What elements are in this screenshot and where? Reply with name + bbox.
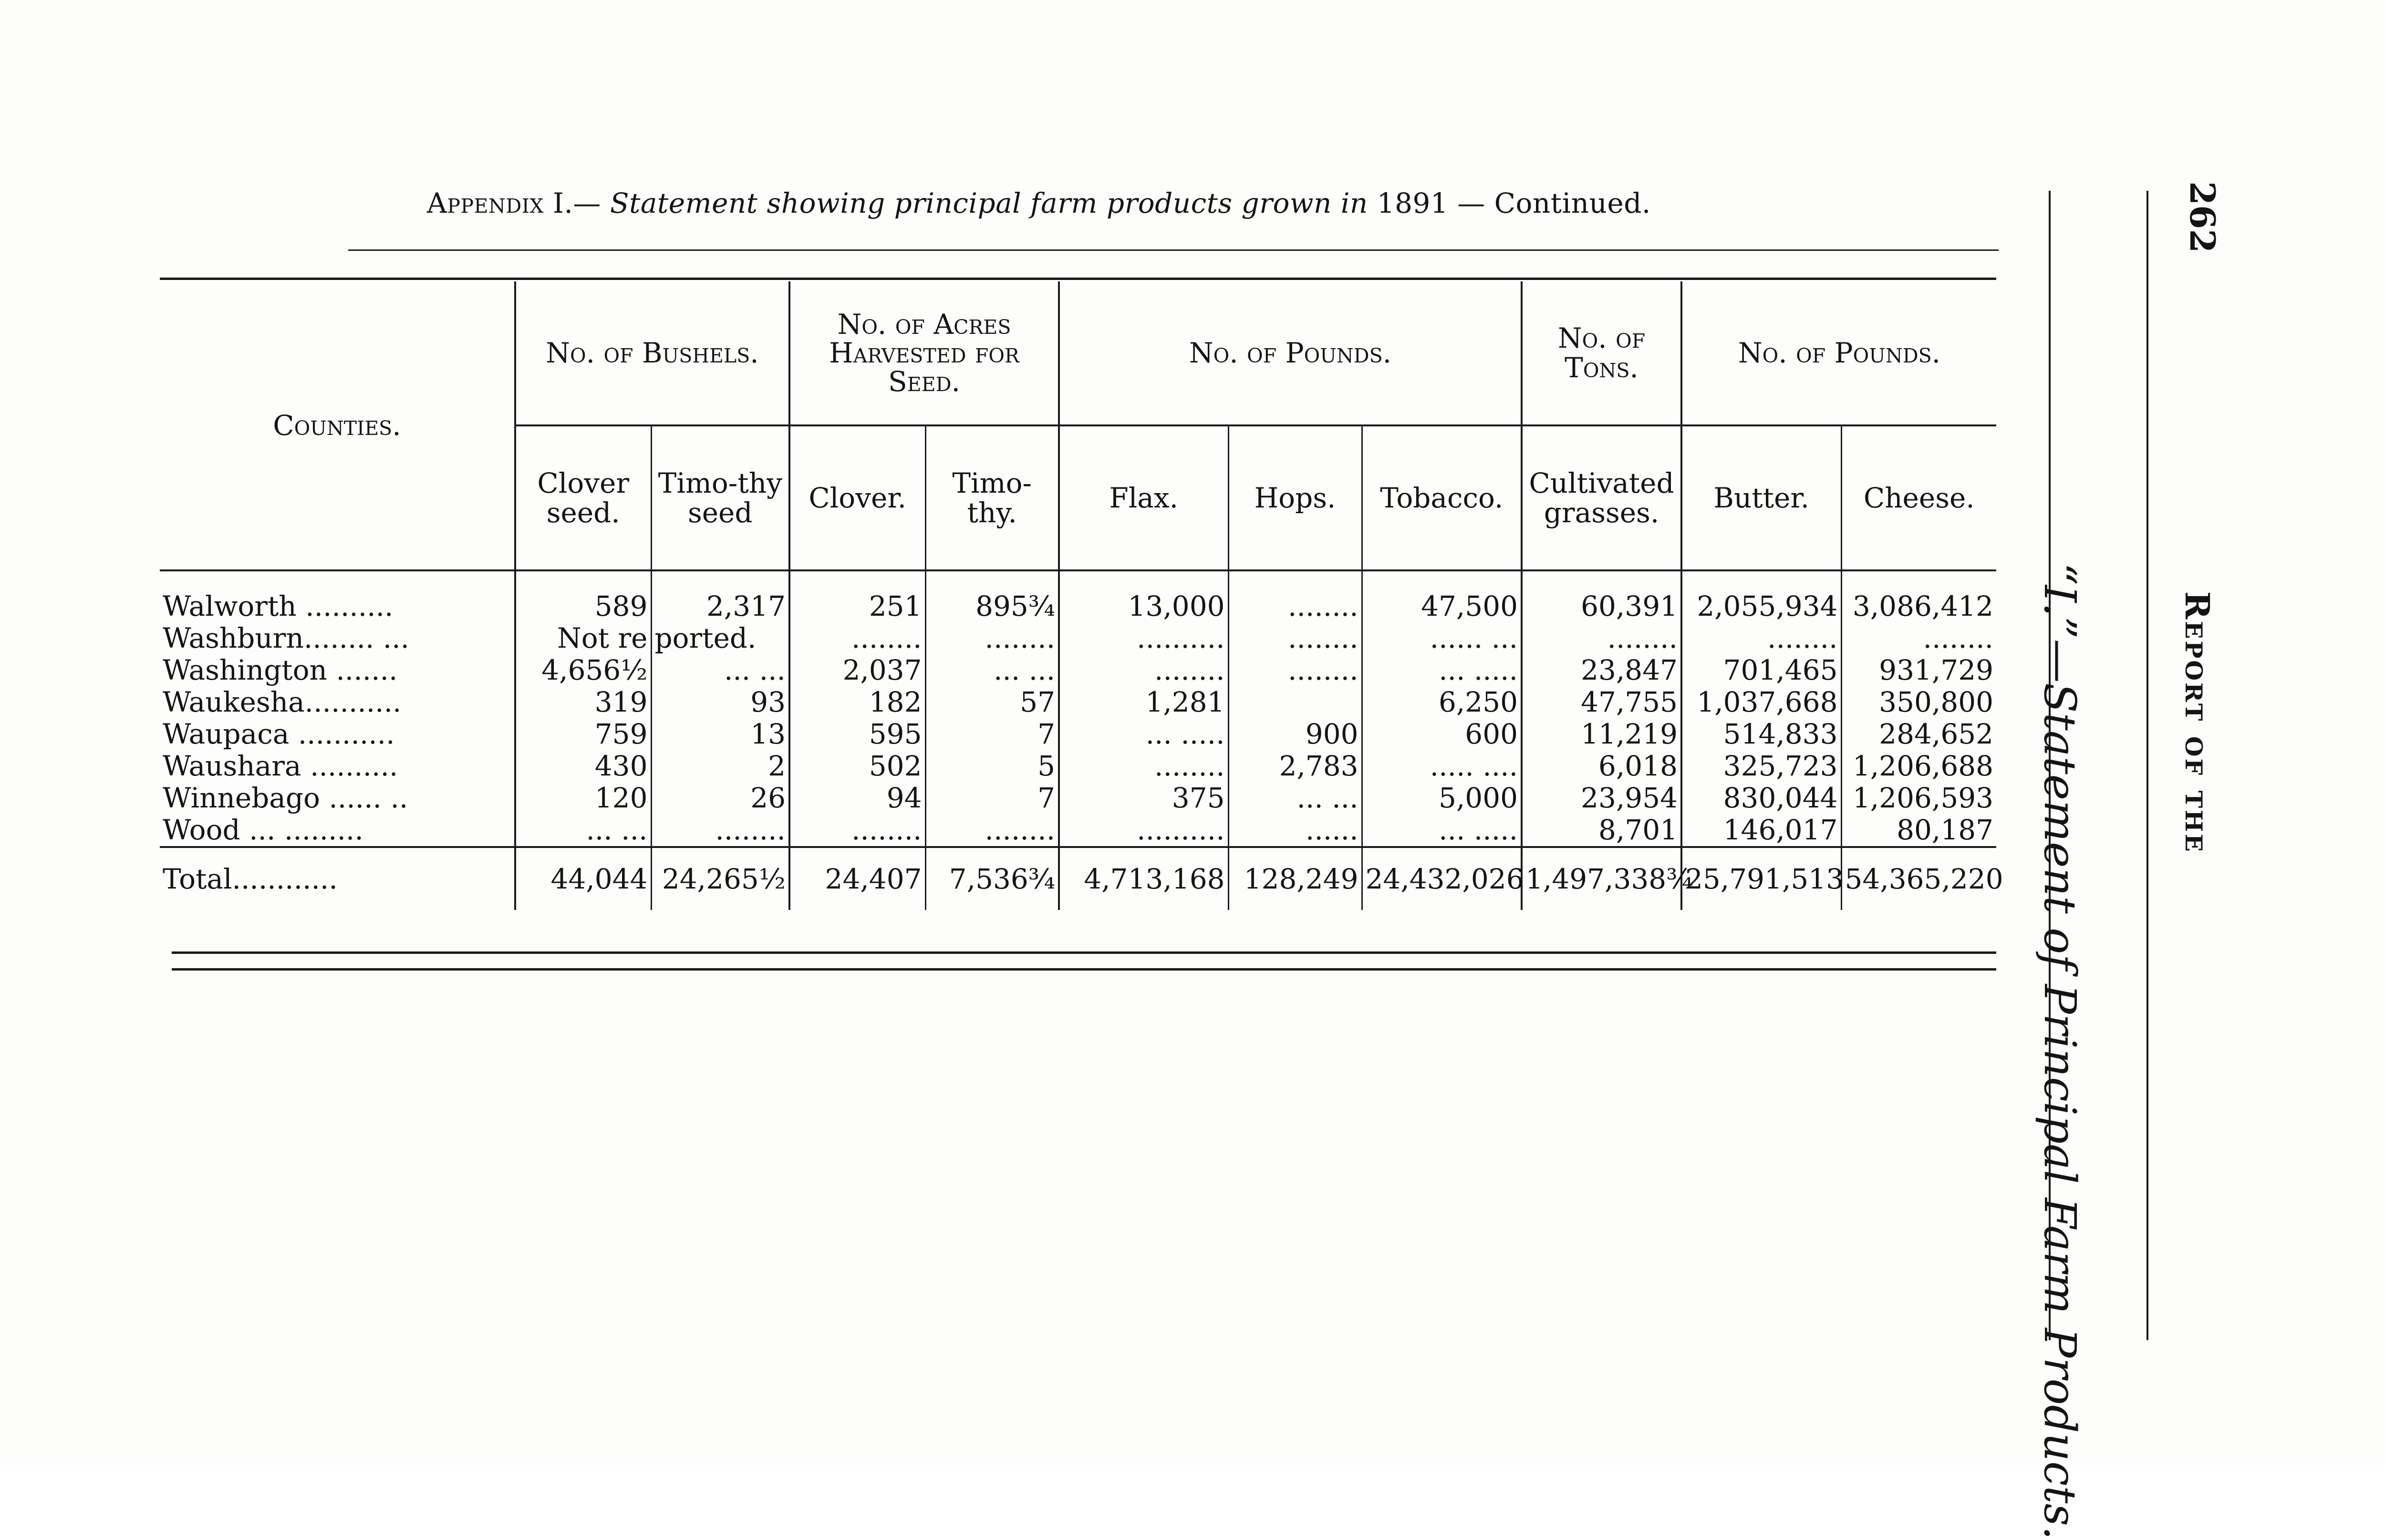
cell: ........ xyxy=(789,814,925,847)
counties-header xyxy=(160,281,515,570)
top-rule-1 xyxy=(348,249,1999,251)
total-cell: 54,365,220 xyxy=(1841,847,1996,910)
col-timothy-acres: Timo-thy. xyxy=(925,425,1059,570)
cell: 430 xyxy=(515,750,651,782)
cell: ...... xyxy=(1228,814,1362,847)
group-pounds-dairy-header: No. of Pounds. xyxy=(1681,281,1996,425)
side-rule-right xyxy=(2146,191,2148,1340)
col-clover-acres: Clover. xyxy=(789,425,925,570)
cell: 26 xyxy=(651,782,789,814)
total-cell: 24,432,026 xyxy=(1362,847,1522,910)
cell: 1,037,668 xyxy=(1681,686,1841,718)
title-italic: Statement showing principal farm products grown in xyxy=(610,187,1368,219)
cell: 1,206,593 xyxy=(1852,782,1994,814)
cell: 8,701 xyxy=(1522,814,1681,847)
col-cultivated-grasses: Cultivated grasses. xyxy=(1522,425,1681,570)
cell: 182 xyxy=(789,686,925,718)
cell: ... ... xyxy=(651,654,789,686)
cell: 23,954 xyxy=(1522,782,1681,814)
title-prefix: Appendix I.— xyxy=(427,187,601,219)
cell: 94 xyxy=(789,782,925,814)
cell: ........ xyxy=(1681,622,1841,654)
cell: ........ xyxy=(1059,750,1228,782)
cell: 1,281 xyxy=(1059,686,1228,718)
cell: ........ xyxy=(1228,622,1362,654)
total-cell: 24,407 xyxy=(789,847,925,910)
cell: 2,317 xyxy=(651,590,789,622)
col-flax: Flax. xyxy=(1059,425,1228,570)
cell: ported. xyxy=(651,622,789,654)
table-row xyxy=(160,654,1996,686)
cell: 2,783 xyxy=(1228,750,1362,782)
col-cheese: Cheese. xyxy=(1863,482,1975,514)
total-cell: 1,497,338¾ xyxy=(1522,847,1681,910)
cell: 284,652 xyxy=(1879,718,1994,750)
cell: 895¾ xyxy=(925,590,1059,622)
cell: 11,219 xyxy=(1522,718,1681,750)
cell: ........ xyxy=(789,622,925,654)
total-row xyxy=(160,847,1996,910)
farm-products-table xyxy=(160,281,2003,910)
table-row xyxy=(160,686,1996,718)
title-suffix: — Continued. xyxy=(1457,187,1651,219)
cell: .......... xyxy=(1059,622,1228,654)
cell: 701,465 xyxy=(1681,654,1841,686)
header-rule-row xyxy=(160,570,1996,590)
cell: Not re xyxy=(515,622,651,654)
cell: 7 xyxy=(925,782,1059,814)
cell: 1,206,688 xyxy=(1852,750,1994,782)
cell: 4,656½ xyxy=(515,654,651,686)
cell: ... ... xyxy=(925,654,1059,686)
cell: 2,037 xyxy=(789,654,925,686)
title-year: 1891 xyxy=(1377,187,1449,219)
total-cell: 7,536¾ xyxy=(925,847,1059,910)
cell: 5,000 xyxy=(1362,782,1522,814)
cell: 120 xyxy=(515,782,651,814)
side-title: “I.”—Statement of Principal Farm Products. xyxy=(2034,563,2085,1540)
cell: 589 xyxy=(515,590,651,622)
county-name: Waushara .......... xyxy=(160,750,515,782)
group-tons-header: No. of Tons. xyxy=(1522,281,1681,425)
cell: 759 xyxy=(515,718,651,750)
cell: 2,055,934 xyxy=(1681,590,1841,622)
col-hops: Hops. xyxy=(1228,425,1362,570)
page-number: 262 xyxy=(2182,181,2223,253)
county-name: Waukesha........... xyxy=(160,686,515,718)
cell: 830,044 xyxy=(1681,782,1841,814)
group-bushels-header: No. of Bushels. xyxy=(515,281,789,425)
cell: ... ..... xyxy=(1362,814,1522,847)
county-name: Winnebago ...... .. xyxy=(160,782,515,814)
page-title xyxy=(427,187,1651,219)
bottom-rule-1 xyxy=(172,951,1996,954)
cell: 6,250 xyxy=(1362,686,1522,718)
group-acres-header: No. of Acres Harvested for Seed. xyxy=(789,281,1059,425)
cell: ........ xyxy=(1228,654,1362,686)
cell: ........ xyxy=(1923,622,1994,654)
cell: 3,086,412 xyxy=(1852,590,1994,622)
cell: 5 xyxy=(925,750,1059,782)
cell: 13 xyxy=(651,718,789,750)
bottom-rule-2 xyxy=(172,968,1996,971)
table-row xyxy=(160,782,1996,814)
cell: 595 xyxy=(789,718,925,750)
top-rule-2 xyxy=(160,278,1996,280)
cell: 350,800 xyxy=(1879,686,1994,718)
cell: 47,755 xyxy=(1522,686,1681,718)
county-name: Washington ....... xyxy=(160,654,515,686)
cell: 325,723 xyxy=(1681,750,1841,782)
side-report-heading: Report of the xyxy=(2178,591,2217,854)
cell: ... ... xyxy=(1228,782,1362,814)
cell: 47,500 xyxy=(1362,590,1522,622)
cell: 375 xyxy=(1059,782,1228,814)
total-cell: 44,044 xyxy=(515,847,651,910)
cell: ........ xyxy=(1059,654,1228,686)
county-name: Waupaca ........... xyxy=(160,718,515,750)
table-row xyxy=(160,622,1996,654)
cell: ........ xyxy=(1522,622,1681,654)
total-cell: 4,713,168 xyxy=(1059,847,1228,910)
col-tobacco: Tobacco. xyxy=(1362,425,1522,570)
cell: 23,847 xyxy=(1522,654,1681,686)
cell: 514,833 xyxy=(1681,718,1841,750)
cell xyxy=(1228,686,1362,718)
cell: 7 xyxy=(925,718,1059,750)
cell: ........ xyxy=(925,622,1059,654)
cell: 900 xyxy=(1228,718,1362,750)
group-pounds-header: No. of Pounds. xyxy=(1059,281,1522,425)
total-cell: 25,791,513 xyxy=(1681,847,1841,910)
cell: 319 xyxy=(515,686,651,718)
cell: ...... ... xyxy=(1362,622,1522,654)
county-name: Walworth .......... xyxy=(160,590,515,622)
cell: ... ..... xyxy=(1059,718,1228,750)
col-clover-seed: Clover seed. xyxy=(515,425,651,570)
cell: ........ xyxy=(925,814,1059,847)
cell: 80,187 xyxy=(1897,814,1994,846)
counties-header-label: Counties. xyxy=(273,409,401,442)
cell: 2 xyxy=(651,750,789,782)
col-butter: Butter. xyxy=(1681,425,1841,570)
cell: 931,729 xyxy=(1879,654,1994,686)
cell: 57 xyxy=(925,686,1059,718)
cell: 146,017 xyxy=(1681,814,1841,847)
table-row xyxy=(160,590,1996,622)
cell: ........ xyxy=(651,814,789,847)
table-row xyxy=(160,750,1996,782)
total-cell: 24,265½ xyxy=(651,847,789,910)
cell: ... ..... xyxy=(1362,654,1522,686)
county-name: Washburn........ ... xyxy=(160,622,515,654)
col-timothy-seed: Timo-thy seed xyxy=(651,425,789,570)
table-row xyxy=(160,814,1996,847)
county-name: Wood ... ......... xyxy=(160,814,515,847)
cell: 6,018 xyxy=(1522,750,1681,782)
cell: .......... xyxy=(1059,814,1228,847)
cell: 600 xyxy=(1362,718,1522,750)
cell: ..... .... xyxy=(1362,750,1522,782)
total-label: Total............ xyxy=(160,847,515,910)
cell: 251 xyxy=(789,590,925,622)
cell: 93 xyxy=(651,686,789,718)
table-row xyxy=(160,718,1996,750)
cell: 502 xyxy=(789,750,925,782)
cell: 60,391 xyxy=(1522,590,1681,622)
cell: ... ... xyxy=(515,814,651,847)
cell: 13,000 xyxy=(1059,590,1228,622)
total-cell: 128,249 xyxy=(1228,847,1362,910)
cell: ........ xyxy=(1228,590,1362,622)
